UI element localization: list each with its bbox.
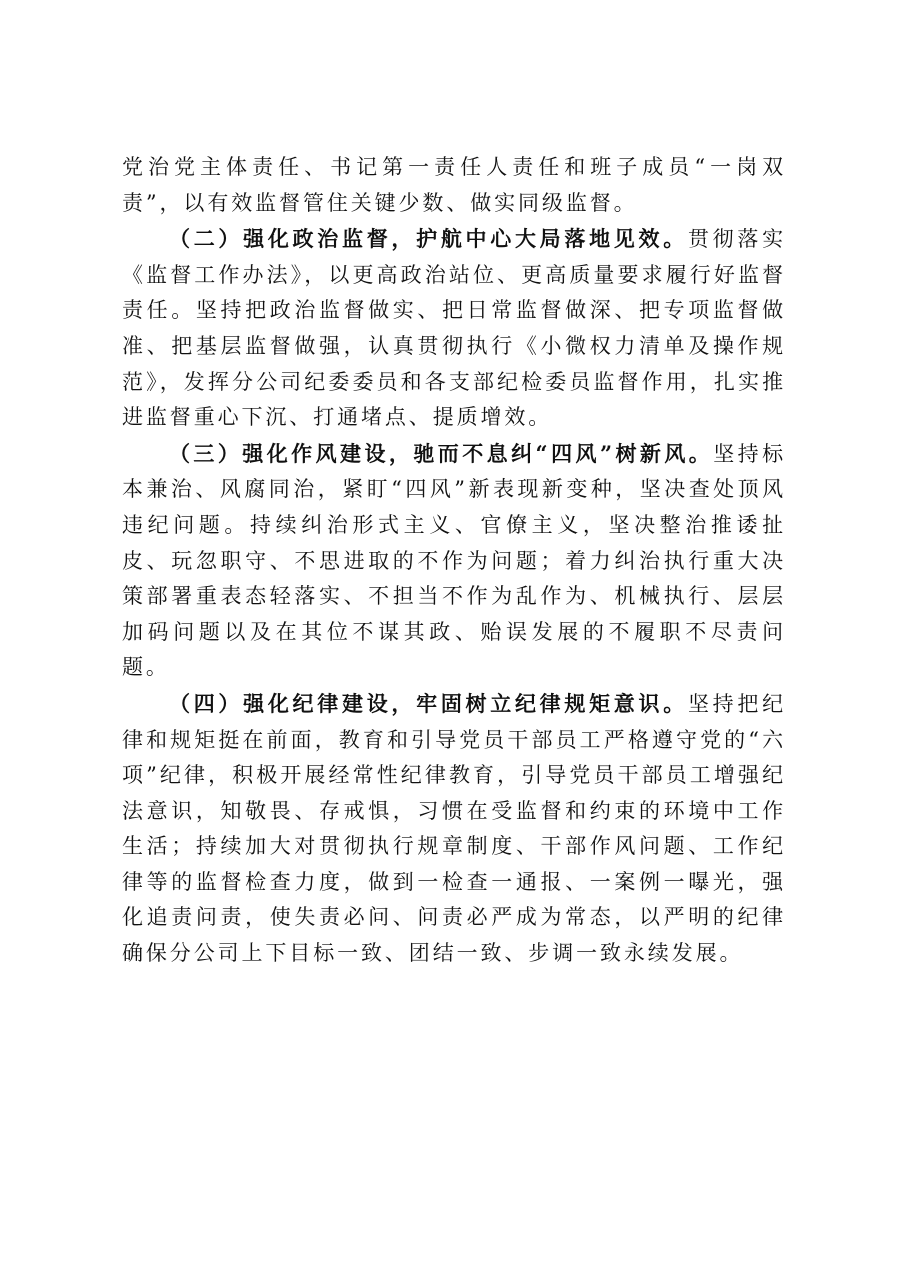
paragraph-body-text: 坚持把纪律和规矩挺在前面，教育和引导党员干部员工严格遵守党的“六项”纪律，积极开展经常性纪律教育，引导党员干部员工增强纪法意识，知敬畏、存戒惧，习惯在受监督和约束的环境中工作生活；持续加大对贯彻执行规章制度、干部作风问题、工作纪律等的监督检查力度，做到一检查一通报、一案例一曝光，强化追责问责，使失责必问、问责必严成为常态，以严明的纪律确保分公司上下目标一致、团结一致、步调一致永续发展。 (122, 691, 786, 966)
paragraph-heading: （二）强化政治监督，护航中心大局落地见效。 (169, 226, 688, 252)
paragraph-discipline (122, 686, 786, 972)
document-body (122, 150, 786, 972)
paragraph-body-text: 贯彻落实《监督工作办法》，以更高政治站位、更高质量要求履行好监督责任。坚持把政治监督做实、把日常监督做深、把专项监督做准、把基层监督做强，认真贯彻执行《小微权力清单及操作规范》，发挥分公司纪委委员和各支部纪检委员监督作用，扎实推进监督重心下沉、打通堵点、提质增效。 (122, 227, 786, 430)
paragraph-body-text: 党治党主体责任、书记第一责任人责任和班子成员“一岗双责”，以有效监督管住关键少数、做实同级监督。 (122, 155, 786, 215)
paragraph-work-style (122, 436, 786, 686)
paragraph-body-text: 坚持标本兼治、风腐同治，紧盯“四风”新表现新变种，坚决查处顶风违纪问题。持续纠治形式主义、官僚主义，坚决整治推诿扯皮、玩忽职守、不思进取的不作为问题；着力纠治执行重大决策部署重表态轻落实、不担当不作为乱作为、机械执行、层层加码问题以及在其位不谋其政、贻误发展的不履职不尽责问题。 (122, 441, 786, 680)
paragraph-political-supervision (122, 221, 786, 436)
paragraph-continuation (122, 150, 786, 221)
paragraph-heading: （四）强化纪律建设，牢固树立纪律规矩意识。 (169, 690, 688, 716)
paragraph-heading: （三）强化作风建设，驰而不息纠“四风”树新风。 (169, 440, 714, 466)
